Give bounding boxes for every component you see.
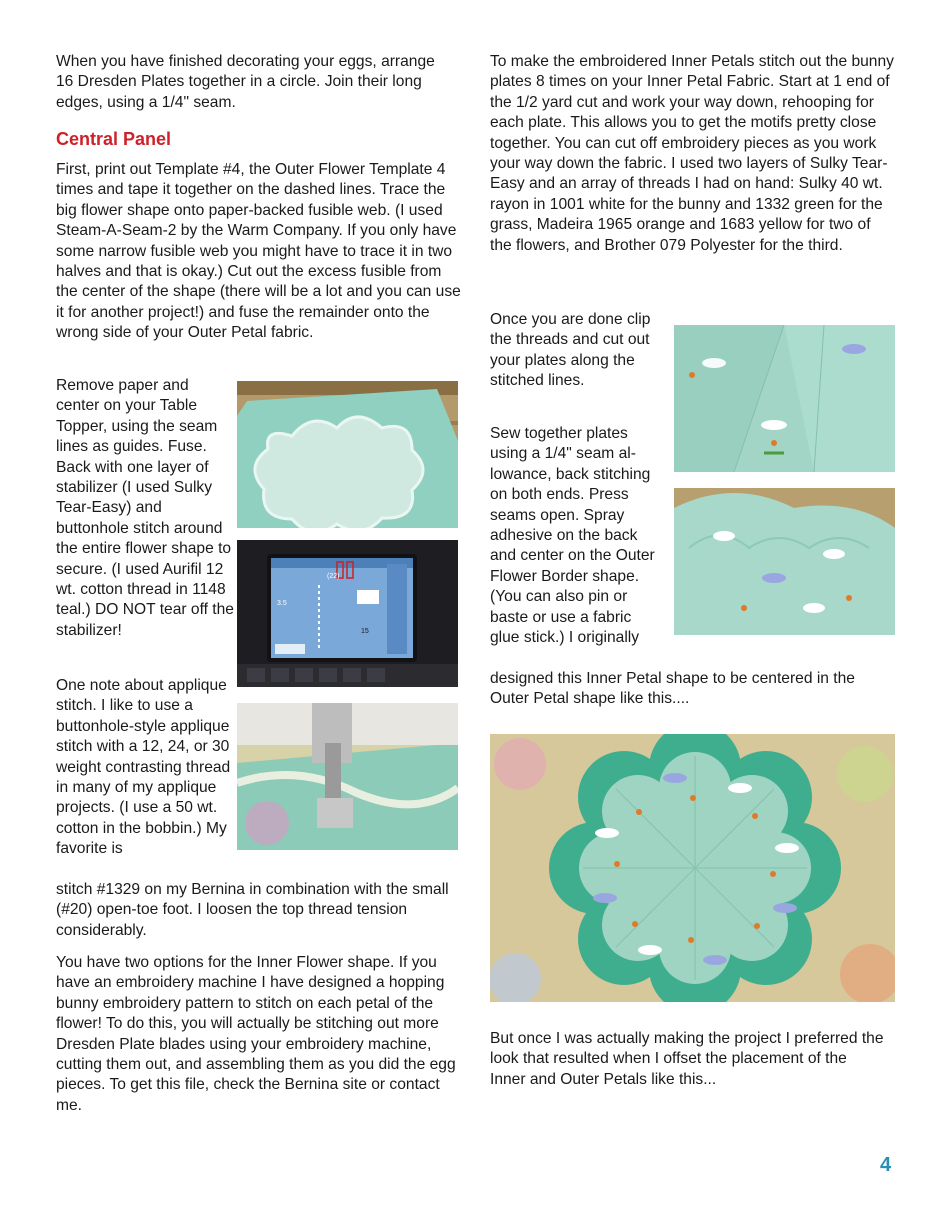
inner-flower-paragraph: You have two options for the Inner Flower shape. If you have an embroidery machine I have designed a hopping bunny embroidery pattern to stitch on each petal of the flower! To do this, you will actually be stitching out more Dresden Plate blades using your embroidery machine, cutting them out, and assembling them as you did the egg pieces. To get this file, check the Bernina site or contact me. [56,954,456,1114]
applique-note-paragraph-bottom: stitch #1329 on my Bernina in combination with the small (#20) open-toe foot. I loosen the top thread tension considerably. [56,881,449,939]
sew-plates-paragraph-top: Sew together plates using a 1/4" seam allowance, back stitching on both ends. Press seams open. Spray adhesive on the back and center on the Outer Flower Border shape. (You can also pin or baste or use a fabric glue stick.) I originally [490,425,655,647]
clip-threads-paragraph: Once you are done clip the threads and cut out your plates along the stitched lines. [490,311,651,390]
applique-note-paragraph-top: One note about applique stitch. I like to use a buttonhole-style applique stitch with a 12, 24, or 30 weight contrasting thread in many of my applique projects. (I use a 50 wt. cotton in the bobbin.) My favorite is [56,677,231,858]
intro-paragraph: When you have finished decorating your eggs, arrange 16 Dresden Plates together in a circle. Join their long edges, using a 1/4" seam. [56,53,435,111]
offset-paragraph: But once I was actually making the project I preferred the look that resulted when I offset the placement of the Inner and Outer Petals like this... [490,1030,884,1088]
screen-stitch-length: 15 [361,628,369,635]
photo-embroidered-plates [674,325,895,472]
photo-presser-foot-stitching [237,703,458,850]
section-heading-central-panel: Central Panel [56,129,172,149]
template-paragraph: First, print out Template #4, the Outer Flower Template 4 times and tape it together on the dashed lines. Trace the big flower shape onto paper-backed fusible web. (I used Steam-A-Seam-2 by the Warm Company. If you only have some narrow fusible web you might have to trace it in two halves and that is okay.) Cut out the excess fusible from the center of the shape (there will be a lot and you can use it for another project!) and fuse the remainder onto the wrong side of your Outer Petal fabric. [56,161,461,342]
embroidery-paragraph: To make the embroidered Inner Petals stitch out the bunny plates 8 times on your Inner Petal Fabric. Start at 1 end of the 1/2 yard cut and work your way down, rehooping for each plate. This allows you to get the motifs pretty close together. You can cut off embroidery pieces as you work your way down the fabric. I used two layers of Sulky Tear-Easy and an array of threads I had on hand: Sulky 40 wt. rayon in 1001 white for the bunny and 1332 green for the grass, Madeira 1965 orange and 1683 yellow for two of the flowers, and Brother 079 Polyester for the third. [490,53,894,254]
screen-counter: (22) [327,573,340,580]
photo-plates-on-border [674,488,895,635]
screen-stitch-width: 3.5 [277,600,287,607]
photo-table-topper-applique [237,381,458,528]
photo-sewing-machine-screen [237,540,458,687]
page-number: 4 [880,1154,892,1176]
photo-centered-inner-petals [490,734,895,1002]
sew-plates-paragraph-bottom: designed this Inner Petal shape to be centered in the Outer Petal shape like this.... [490,670,855,708]
remove-paper-paragraph: Remove paper and center on your Table Topper, using the seam lines as guides. Fuse. Back with one layer of stabilizer (I used Sulky Tear-Easy) and buttonhole stitch around the entire flower shape to secure. (I used Aurifil 12 wt. cotton thread in 1148 teal.) DO NOT tear off the stabilizer! [56,377,234,639]
